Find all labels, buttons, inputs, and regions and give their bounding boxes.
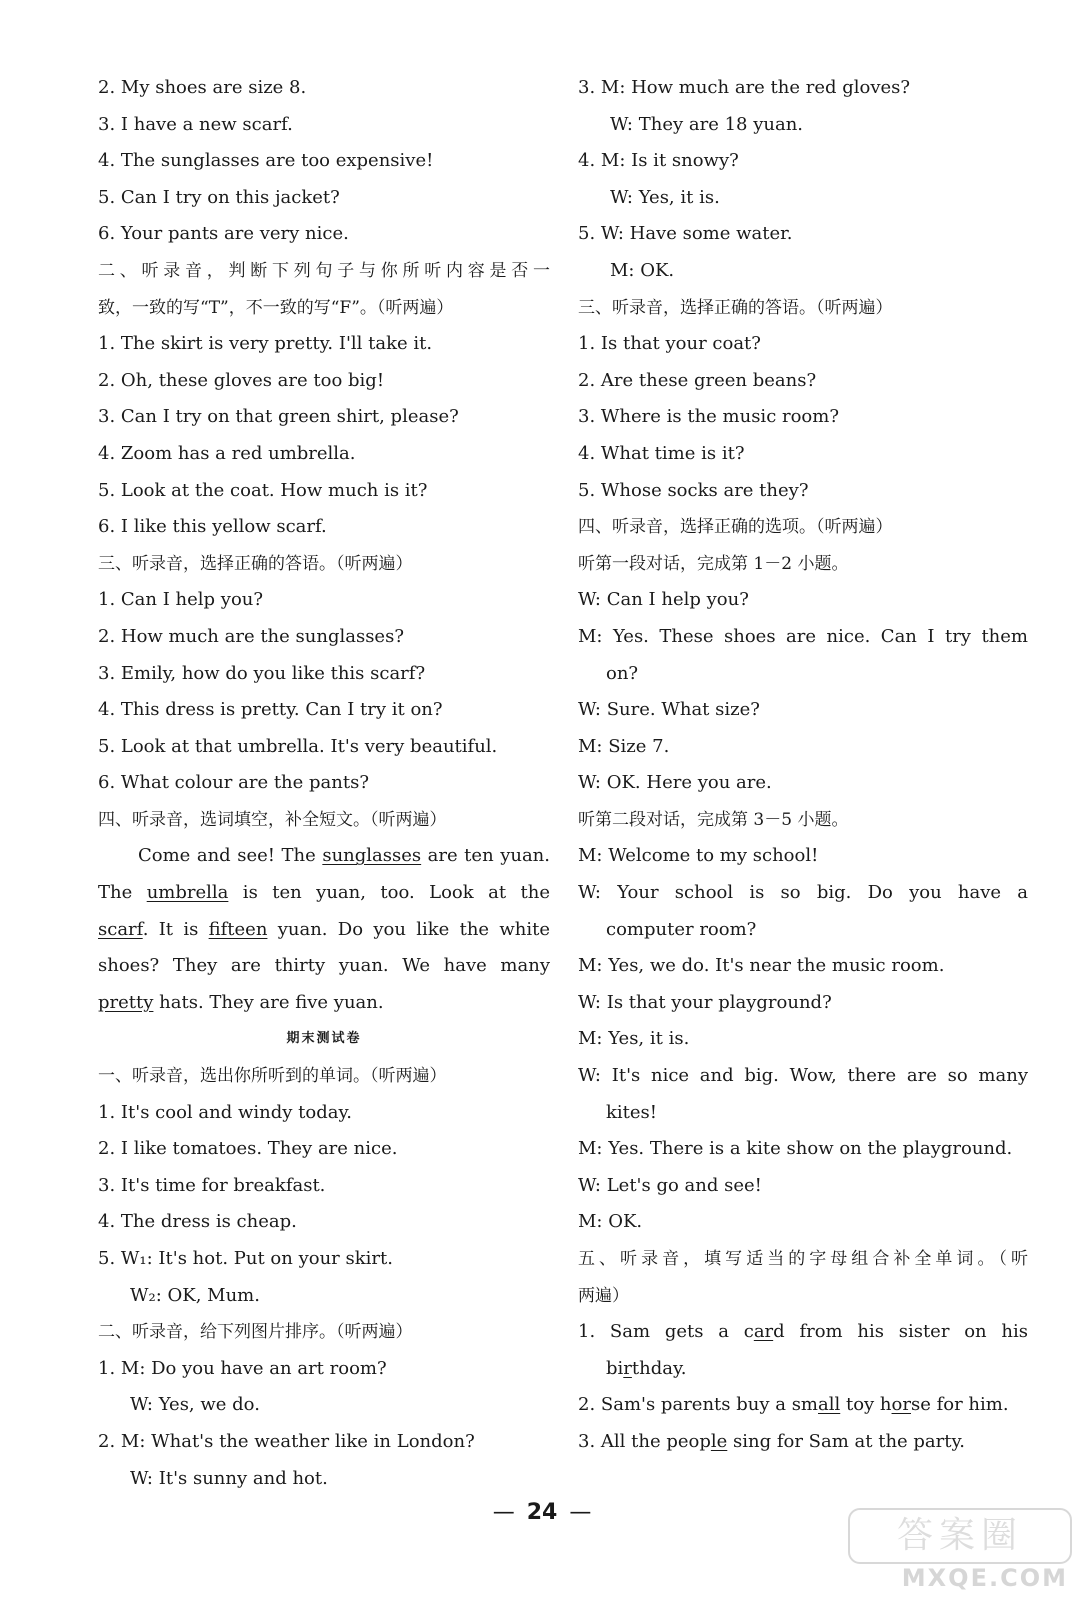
text-line: 2. Oh, these gloves are too big! bbox=[98, 369, 385, 391]
filled-blank: scarf bbox=[98, 918, 143, 940]
section-heading: 一、听录音，选出你所听到的单词。（听两遍） bbox=[98, 1066, 447, 1087]
right-column bbox=[578, 70, 1028, 1461]
text-line: 6. What colour are the pants? bbox=[98, 772, 369, 794]
text-line: kites! bbox=[606, 1101, 658, 1123]
filled-blank: umbrella bbox=[146, 882, 229, 904]
text-line: W: OK. Here you are. bbox=[578, 772, 772, 794]
text-segment: 1. Sam gets a c bbox=[578, 1321, 754, 1343]
text-line: 3. Emily, how do you like this scarf? bbox=[98, 662, 426, 684]
text-line: W₂: OK, Mum. bbox=[130, 1284, 260, 1306]
text-segment: 3. All the peop bbox=[578, 1430, 711, 1452]
left-column bbox=[98, 70, 550, 1497]
text-line: 4. Zoom has a red umbrella. bbox=[98, 442, 356, 464]
text-line: on? bbox=[606, 662, 639, 684]
text-line: W: Your school is so big. Do you have a bbox=[578, 882, 1028, 904]
text-line: M: OK. bbox=[610, 259, 675, 281]
section-heading: 二、听录音，给下列图片排序。（听两遍） bbox=[98, 1322, 413, 1343]
text-line: W: Sure. What size? bbox=[578, 699, 760, 721]
text-segment: d from his sister on his bbox=[773, 1321, 1028, 1343]
text-line: 3. M: How much are the red gloves? bbox=[578, 77, 911, 98]
passage-line bbox=[98, 948, 550, 985]
text-segment: thday. bbox=[631, 1357, 687, 1379]
section-heading: 二、听录音，判断下列句子与你所听内容是否一 bbox=[98, 260, 550, 281]
filled-blank: all bbox=[818, 1394, 841, 1416]
text-line: W: Can I help you? bbox=[578, 589, 749, 611]
text-line: 5. Can I try on this jacket? bbox=[98, 186, 340, 208]
text-line: W: Let's go and see! bbox=[578, 1174, 762, 1196]
text-line bbox=[578, 1387, 1028, 1424]
text-line: 3. Can I try on that green shirt, please? bbox=[98, 406, 459, 428]
text-line: 5. Look at the coat. How much is it? bbox=[98, 479, 428, 501]
section-heading: 四、听录音，选词填空，补全短文。（听两遍） bbox=[98, 809, 447, 830]
text-line: W: Is that your playground? bbox=[578, 991, 832, 1013]
text-segment: is ten yuan, too. Look at the bbox=[228, 882, 550, 904]
section-heading: 三、听录音，选择正确的答语。（听两遍） bbox=[578, 297, 893, 318]
section-heading: 四、听录音，选择正确的选项。（听两遍） bbox=[578, 517, 893, 538]
text-line: 3. It's time for breakfast. bbox=[98, 1174, 326, 1196]
passage-line bbox=[98, 875, 550, 912]
text-segment: shoes? They are thirty yuan. We have many bbox=[98, 955, 550, 977]
text-line: W: It's nice and big. Wow, there are so many bbox=[578, 1065, 1028, 1087]
text-segment: se for him. bbox=[910, 1394, 1009, 1416]
text-line: 5. W₁: It's hot. Put on your skirt. bbox=[98, 1248, 393, 1269]
text-line: 2. M: What's the weather like in London? bbox=[98, 1430, 475, 1452]
passage-line bbox=[98, 985, 550, 1022]
text-line: M: Yes, we do. It's near the music room. bbox=[578, 955, 945, 977]
text-line bbox=[578, 1424, 1028, 1461]
passage-line bbox=[98, 838, 550, 875]
text-line: W: Yes, it is. bbox=[610, 186, 720, 208]
section-heading: 两遍） bbox=[578, 1285, 629, 1306]
text-line: 1. Can I help you? bbox=[98, 589, 264, 611]
section-heading: 五、听录音，填写适当的字母组合补全单词。（听 bbox=[578, 1249, 1028, 1269]
section-heading: 三、听录音，选择正确的答语。（听两遍） bbox=[98, 553, 413, 574]
text-line: 1. M: Do you have an art room? bbox=[98, 1357, 387, 1379]
text-line: M: Yes, it is. bbox=[578, 1028, 690, 1050]
text-segment: . It is bbox=[142, 918, 209, 940]
text-line: M: Yes. These shoes are nice. Can I try them bbox=[578, 625, 1028, 647]
filled-blank: sunglasses bbox=[322, 845, 422, 867]
filled-blank: pretty bbox=[98, 991, 154, 1013]
filled-blank: ar bbox=[753, 1321, 774, 1343]
text-segment: toy h bbox=[840, 1394, 892, 1416]
test-title: 期末测试卷 bbox=[286, 1031, 362, 1047]
text-line: M: Welcome to my school! bbox=[578, 845, 819, 867]
text-line: W: Yes, we do. bbox=[130, 1394, 260, 1416]
page-number: — 24 — bbox=[492, 1500, 592, 1525]
text-segment: bi bbox=[606, 1357, 624, 1379]
watermark-url: MXQE.COM bbox=[901, 1564, 1068, 1592]
text-line: 5. Whose socks are they? bbox=[578, 479, 809, 501]
watermark bbox=[842, 1508, 1072, 1592]
text-line: 4. This dress is pretty. Can I try it on? bbox=[98, 699, 443, 721]
text-line: W: They are 18 yuan. bbox=[610, 113, 804, 135]
section-heading: 致，一致的写“T”，不一致的写“F”。（听两遍） bbox=[98, 297, 454, 318]
passage-line bbox=[578, 1314, 1028, 1351]
text-line: 2. Are these green beans? bbox=[578, 369, 817, 391]
text-segment: sing for Sam at the party. bbox=[727, 1430, 966, 1452]
filled-blank: fifteen bbox=[208, 918, 268, 940]
text-segment: Come and see! The bbox=[138, 845, 323, 867]
text-line: 1. Is that your coat? bbox=[578, 333, 761, 355]
text-line: M: OK. bbox=[578, 1211, 643, 1233]
text-segment: hats. They are five yuan. bbox=[153, 991, 384, 1013]
text-segment: are ten yuan. bbox=[421, 845, 550, 867]
text-line: 4. The dress is cheap. bbox=[98, 1211, 297, 1233]
text-line: 4. The sunglasses are too expensive! bbox=[98, 150, 434, 172]
text-line: 5. Look at that umbrella. It's very beautiful. bbox=[98, 735, 498, 757]
text-line: 5. W: Have some water. bbox=[578, 223, 793, 245]
watermark-logo: 答案圈 bbox=[848, 1508, 1072, 1564]
passage-line bbox=[98, 912, 550, 949]
text-line: 3. Where is the music room? bbox=[578, 406, 839, 428]
text-line: 1. It's cool and windy today. bbox=[98, 1101, 352, 1123]
text-line: 2. My shoes are size 8. bbox=[98, 77, 307, 98]
text-line: 1. The skirt is very pretty. I'll take it. bbox=[98, 333, 433, 355]
filled-blank: le bbox=[710, 1430, 728, 1452]
text-line: computer room? bbox=[606, 918, 757, 940]
page-number-value: 24 bbox=[526, 1500, 558, 1525]
text-line: M: Yes. There is a kite show on the playground. bbox=[578, 1138, 1013, 1160]
text-line: 4. What time is it? bbox=[578, 442, 745, 464]
text-line: 6. I like this yellow scarf. bbox=[98, 516, 327, 538]
section-heading: 听第一段对话，完成第 1－2 小题。 bbox=[578, 553, 849, 574]
text-line: 6. Your pants are very nice. bbox=[98, 223, 349, 245]
text-segment: 2. Sam's parents buy a sm bbox=[578, 1394, 818, 1416]
section-heading: 听第二段对话，完成第 3－5 小题。 bbox=[578, 809, 849, 830]
text-line: 3. I have a new scarf. bbox=[98, 113, 293, 135]
text-segment: yuan. Do you like the white bbox=[267, 918, 550, 940]
text-line: W: It's sunny and hot. bbox=[130, 1467, 328, 1489]
text-line: 2. How much are the sunglasses? bbox=[98, 625, 404, 647]
text-line: 4. M: Is it snowy? bbox=[578, 150, 739, 172]
text-segment: The bbox=[98, 882, 147, 904]
filled-blank: or bbox=[891, 1394, 911, 1416]
text-line: 2. I like tomatoes. They are nice. bbox=[98, 1138, 398, 1160]
filled-blank: r bbox=[623, 1357, 632, 1379]
text-line: M: Size 7. bbox=[578, 735, 670, 757]
text-line bbox=[578, 1351, 1028, 1388]
